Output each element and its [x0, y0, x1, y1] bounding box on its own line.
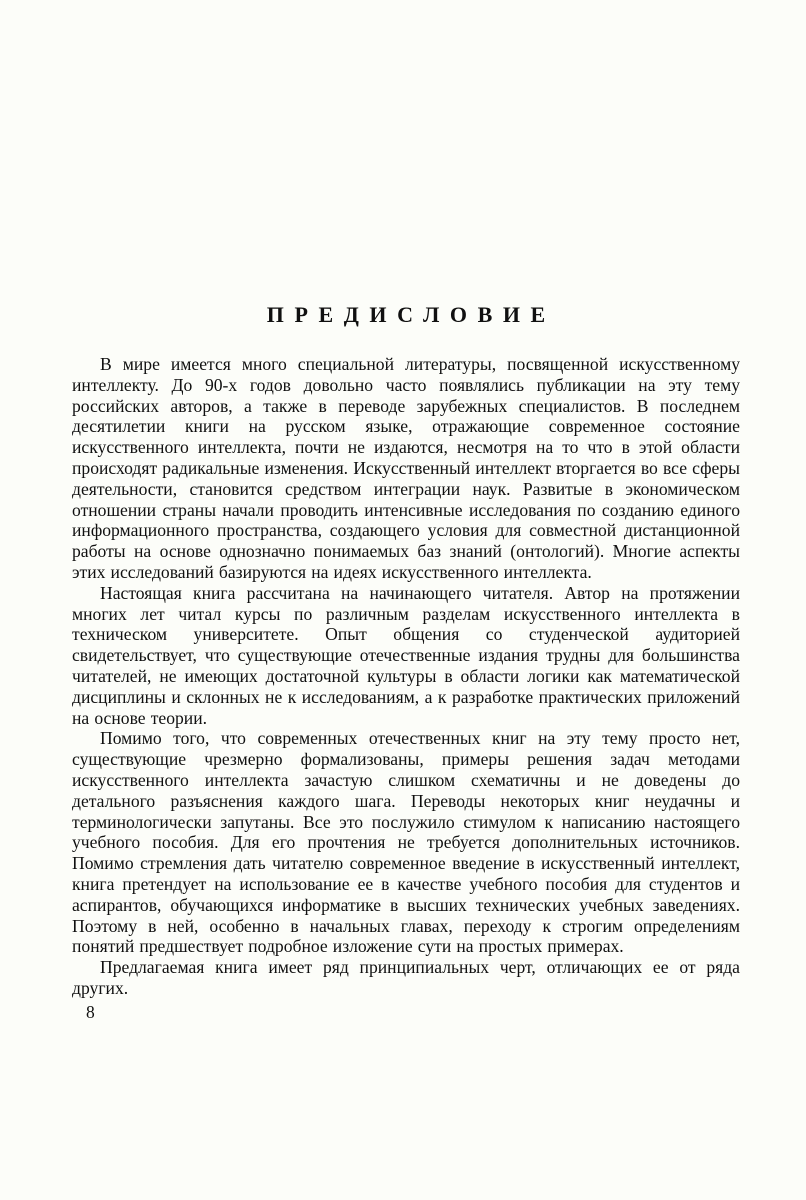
paragraph: Настоящая книга рассчитана на начинающего читателя. Автор на протяжении многих лет читал курсы по различным разделам искусственного интеллекта в техническом университете. Опыт общения со студенческой аудиторией свидетельствует, что существующие отечественные издания трудны для большинства читателей, не имеющих достаточной культуры в области логики как математической дисциплины и склонных не к исследованиям, а к разработке практических приложений на основе теории. [72, 582, 740, 728]
page-body [72, 354, 740, 999]
page-number: 8 [86, 1001, 95, 1022]
paragraph: Помимо того, что современных отечественных книг на эту тему просто нет, существующие чрезмерно формализованы, примеры решения задач методами искусственного интеллекта зачастую слишком схематичны и не доведены до детального разъяснения каждого шага. Переводы некоторых книг неудачны и терминологически запутаны. Все это послужило стимулом к написанию настоящего учебного пособия. Для его прочтения не требуется дополнительных источников. Помимо стремления дать читателю современное введение в искусственный интеллект, книга претендует на использование ее в качестве учебного пособия для студентов и аспирантов, обучающихся информатике в высших технических учебных заведениях. Поэтому в ней, особенно в начальных главах, переходу к строгим определениям понятий предшествует подробное изложение сути на простых примерах. [72, 728, 740, 957]
paragraph: В мире имеется много специальной литературы, посвященной искусственному интеллекту. До 90-х годов довольно часто появлялись публикации на эту тему российских авторов, а также в переводе зарубежных специалистов. В последнем десятилетии книги на русском языке, отражающие современное состояние искусственного интеллекта, почти не издаются, несмотря на то что в этой области происходят радикальные изменения. Искусственный интеллект вторгается во все сферы деятельности, становится средством интеграции наук. Развитые в экономическом отношении страны начали проводить интенсивные исследования по созданию единого информационного пространства, создающего условия для совместной дистанционной работы на основе однозначно понимаемых баз знаний (онтологий). Многие аспекты этих исследований базируются на идеях искусственного интеллекта. [72, 354, 740, 582]
paragraph: Предлагаемая книга имеет ряд принципиальных черт, отличающих ее от ряда других. [72, 957, 740, 998]
page-title: ПРЕДИСЛОВИЕ [266, 302, 556, 327]
